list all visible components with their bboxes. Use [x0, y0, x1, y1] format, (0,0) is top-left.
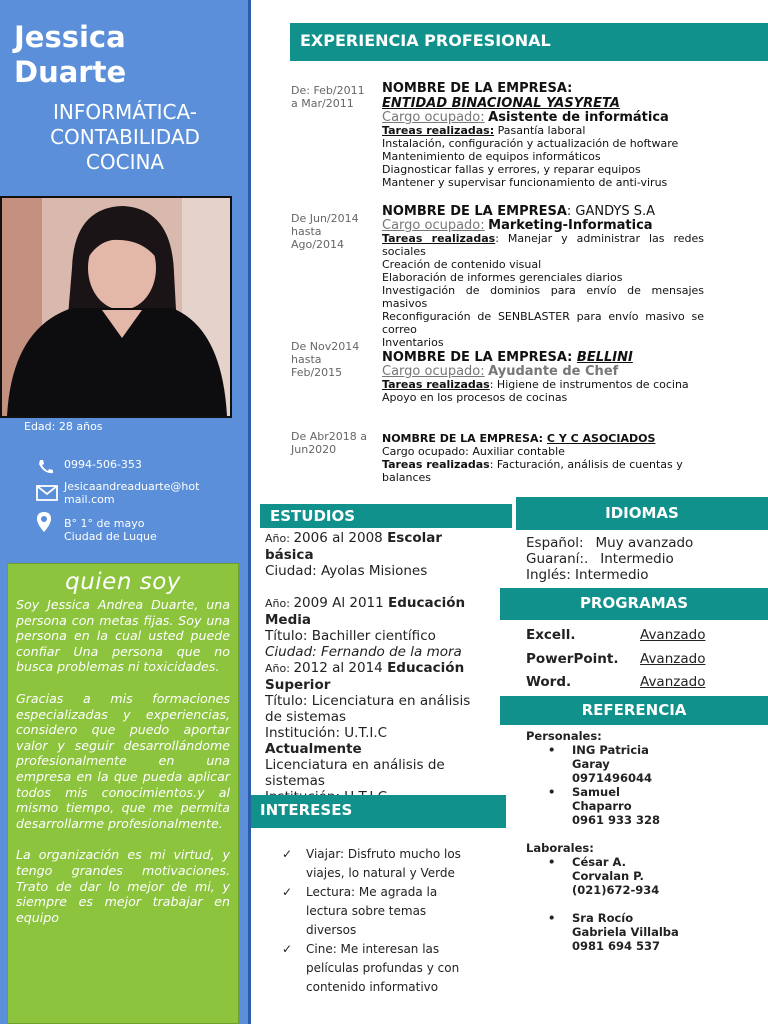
company-label: NOMBRE DE LA EMPRESA [382, 204, 567, 219]
education-entry: Año: 2012 al 2014 Educación Superior [265, 660, 465, 693]
role-label: Cargo ocupado: [382, 364, 485, 379]
company-name: : GANDYS S.A [566, 204, 656, 219]
interest-item: ✓ Cine: Me interesan las películas profundas y con contenido informativo [282, 940, 478, 997]
reference-item: • ING Patricia Garay 0971496044 [548, 743, 653, 785]
task-item: Mantenimiento de equipos informáticos [382, 150, 601, 163]
job-entry: NOMBRE DE LA EMPRESA: BELLINI Cargo ocupado: Ayudante de Chef Tareas realizadas: Higiene de instrumentos de cocina Apoyo en los procesos de cocinas [382, 350, 704, 404]
interests-list [282, 845, 478, 997]
software-item: Excell. Avanzado [526, 627, 706, 643]
job-entry: NOMBRE DE LA EMPRESA: C Y C ASOCIADOS Cargo ocupado: Auxiliar contable Tareas realizadas: Facturación, análisis de cuentas y balances [382, 432, 704, 484]
education-entry: Año: 2009 Al 2011 Educación Media [265, 595, 466, 628]
contact-address [36, 512, 157, 543]
location-pin-icon [36, 512, 58, 528]
reference-item: • César A. Corvalan P. (021)672-934 [548, 855, 660, 897]
checkmark-icon: ✓ [282, 942, 293, 956]
bullet-icon: • [548, 911, 556, 925]
language-item: Guaraní:. Intermedio [526, 551, 674, 567]
about-me-title: quien soy [65, 569, 181, 595]
tasks-label: Tareas realizadas [382, 458, 490, 471]
job-entry: NOMBRE DE LA EMPRESA: GANDYS S.A Cargo ocupado: Marketing-Informatica Tareas realizadas: Manejar y administrar las redes sociales Creación de contenido visual Elaboración de informes gerenciales diarios Investigación de dominios para envío de mensajes masivos Reconfiguración de SENBLASTER para envío masivo se correo Inventarios [382, 204, 704, 349]
task-item: Apoyo en los procesos de cocinas [382, 391, 568, 404]
task-item: Instalación, configuración y actualización de hoftware [382, 137, 679, 150]
task-item: Reconfiguración de SENBLASTER para envío masivo se correo [382, 310, 704, 336]
tasks-label: Tareas realizadas [382, 232, 496, 245]
role-label: Cargo ocupado: [382, 218, 485, 233]
role-value: Marketing-Informatica [488, 218, 653, 233]
reference-item: • Samuel Chaparro 0961 933 328 [548, 785, 661, 827]
bullet-icon: • [548, 785, 556, 799]
task-item: Inventarios [382, 336, 444, 349]
about-me-panel [7, 563, 239, 1024]
checkmark-icon: ✓ [282, 847, 293, 861]
software-header: PROGRAMAS [500, 588, 768, 620]
role-value: Ayudante de Chef [488, 364, 619, 379]
languages-list [526, 535, 756, 583]
references-work-label: Laborales: [526, 841, 594, 855]
email-text: Jesicaandreaduarte@hot mail.com [64, 480, 200, 506]
company-label: NOMBRE DE LA EMPRESA: [382, 350, 573, 365]
role-value: Asistente de informática [488, 110, 669, 125]
sidebar-edge [248, 0, 251, 1024]
company-name: BELLINI [576, 350, 633, 365]
interest-item: ✓ Viajar: Disfruto mucho los viajes, lo natural y Verde [282, 845, 478, 883]
checkmark-icon: ✓ [282, 885, 293, 899]
software-item: Word. Avanzado [526, 674, 706, 690]
contact-email [36, 480, 199, 506]
about-me-paragraph: Gracias a mis formaciones especializadas y experiencias, considero que puedo aportar valor y seguir desarrollándome profesionalmente en una empresa en la que pueda aplicar todos mis conocimientos.y al mismo tiempo, que me permita desarrollarme profesionalmente. [16, 690, 230, 831]
languages-header: IDIOMAS [516, 497, 768, 530]
references-personal-label: Personales: [526, 729, 602, 743]
name-last: Duarte [14, 55, 127, 89]
profile-photo [0, 196, 232, 418]
name-first: Jessica [14, 20, 126, 54]
phone-icon [36, 458, 58, 474]
role-line: Cargo ocupado: Auxiliar contable [382, 445, 565, 458]
experience-header: EXPERIENCIA PROFESIONAL [290, 23, 768, 61]
envelope-icon [36, 485, 58, 501]
job-date: De Jun/2014 hasta Ago/2014 [291, 212, 359, 251]
company-label: NOMBRE DE LA EMPRESA: [382, 81, 573, 96]
language-item: Español: Muy avanzado [526, 535, 694, 551]
job-date: De Nov2014 hasta Feb/2015 [291, 340, 360, 379]
bullet-icon: • [548, 855, 556, 869]
profession-line: COCINA [85, 150, 165, 174]
address-text: B° 1° de mayo Ciudad de Luque [64, 517, 157, 543]
education-entry: Actualmente [265, 741, 362, 757]
role-label: Cargo ocupado: [382, 110, 485, 125]
phone-text: 0994-506-353 [64, 458, 142, 471]
education-header: ESTUDIOS [260, 504, 512, 528]
profession [20, 100, 230, 175]
company-name: ENTIDAD BINACIONAL YASYRETA [382, 96, 620, 111]
references-list [526, 729, 766, 953]
candidate-name [14, 20, 214, 90]
job-date: De Abr2018 a Jun2020 [291, 430, 367, 456]
task-item: Creación de contenido visual [382, 258, 542, 271]
interest-item: ✓ Lectura: Me agrada la lectura sobre temas diversos [282, 883, 478, 940]
task-item: Diagnosticar fallas y errores, y reparar equipos [382, 163, 641, 176]
tasks-label: Tareas realizadas: [382, 124, 495, 137]
interests-header: INTERESES [251, 795, 506, 828]
education-list: Año: 2006 al 2008 Escolar básica Ciudad: Ayolas Misiones Año: 2009 Al 2011 Educación Media Título: Bachiller científico Ciudad: Fernando de la mora Año: 2012 al 2014 Educación Superior Título: Licenciatura en análisis de sistemas Institución: U.T.I.C Actualmente Licenciatura en análisis de sistemas [265, 530, 485, 792]
task-item: Mantener y supervisar funcionamiento de anti-virus [382, 176, 668, 189]
task-item: Elaboración de informes gerenciales diarios [382, 271, 623, 284]
contact-phone [36, 458, 142, 474]
about-me-paragraph: Soy Jessica Andrea Duarte, una persona con metas fijas. Soy una persona en la cual usted puede confiar Una persona que no busca problemas ni toxicidades. [16, 597, 230, 675]
profession-line: CONTABILIDAD [50, 125, 200, 149]
company-label: NOMBRE DE LA EMPRESA: [382, 432, 544, 445]
bullet-icon: • [548, 743, 556, 757]
software-item: PowerPoint. Avanzado [526, 651, 706, 667]
about-me-paragraph: La organización es mi virtud, y tengo grandes motivaciones. Trato de dar lo mejor de mi, y siempre es mejor trabajar en equipo [16, 847, 230, 925]
reference-item: • Sra Rocío Gabriela Villalba 0981 694 537 [548, 911, 679, 953]
company-name: C Y C ASOCIADOS [546, 432, 656, 445]
education-entry: Año: 2006 al 2008 Escolar básica [265, 530, 442, 563]
profession-line: INFORMÁTICA- [53, 100, 197, 124]
task-item: Investigación de dominios para envío de mensajes masivos [382, 284, 704, 310]
tasks-label: Tareas realizadas [382, 378, 490, 391]
references-header: REFERENCIA [500, 696, 768, 725]
language-item: Inglés: Intermedio [526, 567, 649, 583]
age-label: Edad: 28 años [24, 420, 103, 433]
job-date: De: Feb/2011 a Mar/2011 [291, 84, 365, 110]
job-entry: NOMBRE DE LA EMPRESA: ENTIDAD BINACIONAL YASYRETA Cargo ocupado: Asistente de informática Tareas realizadas: Pasantía laboral Instalación, configuración y actualización de hoftware Mantenimiento de equipos informáticos Diagnosticar fallas y errores, y reparar equipos Mantener y supervisar funcionamiento de anti-virus [382, 81, 704, 189]
